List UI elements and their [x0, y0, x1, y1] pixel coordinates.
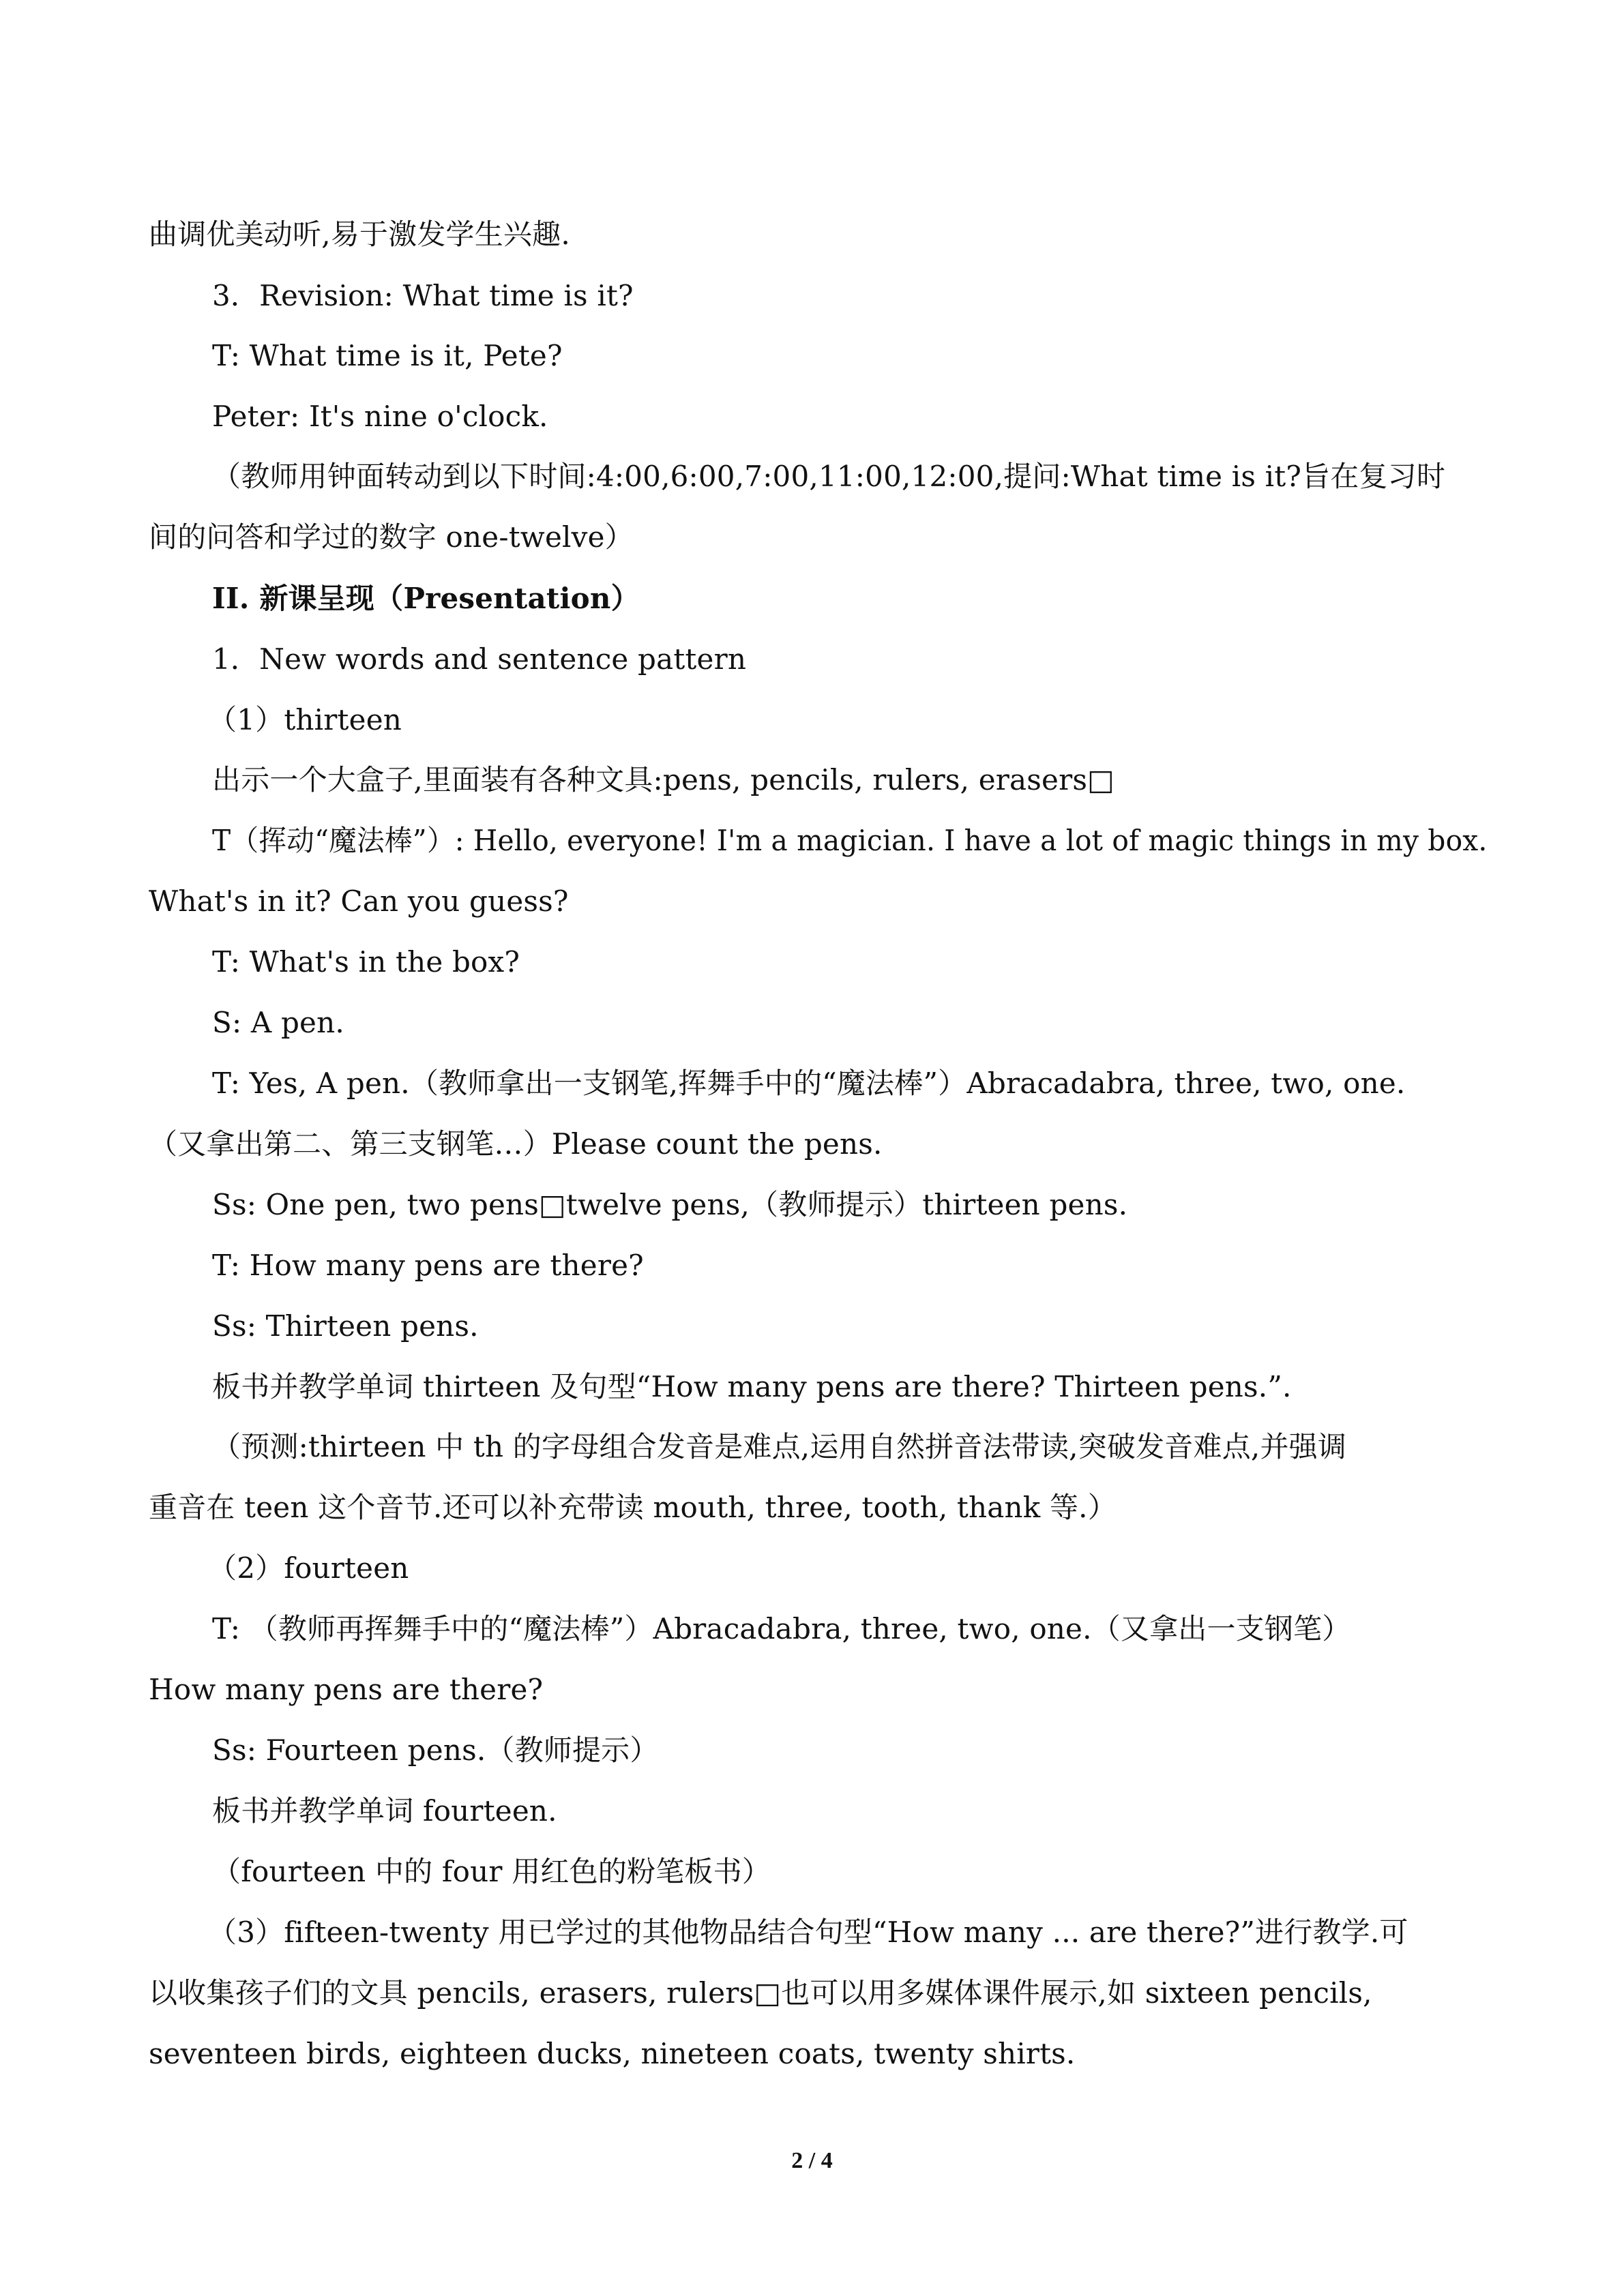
dialogue-line: Peter: It's nine o'clock.: [212, 400, 548, 433]
body-line: seventeen birds, eighteen ducks, nineteen coats, twenty shirts.: [149, 2037, 1076, 2070]
sub-item: （2）fourteen: [208, 1551, 409, 1585]
section-heading: II. 新课呈现（Presentation）: [212, 582, 640, 615]
dialogue-line: T: How many pens are there?: [212, 1249, 644, 1282]
body-line: 以收集孩子们的文具 pencils, erasers, rulers□也可以用多媒体课件展示,如 sixteen pencils,: [149, 1976, 1372, 2010]
dialogue-line: Ss: One pen, two pens□twelve pens,（教师提示）thirteen pens.: [212, 1188, 1128, 1221]
dialogue-line: （又拿出第二、第三支钢笔…）Please count the pens.: [149, 1127, 883, 1161]
sub-item: （1）thirteen: [208, 703, 402, 736]
page-number: 2 / 4: [791, 2148, 833, 2173]
dialogue-line: T: Yes, A pen.（教师拿出一支钢笔,挥舞手中的“魔法棒”）Abracadabra, three, two, one.: [212, 1067, 1406, 1100]
body-line: （预测:thirteen 中 th 的字母组合发音是难点,运用自然拼音法带读,突破发音难点,并强调: [212, 1430, 1347, 1463]
body-line: 间的问答和学过的数字 one-twelve）: [149, 520, 634, 554]
dialogue-line: T: （教师再挥舞手中的“魔法棒”）Abracadabra, three, two, one.（又拿出一支钢笔）: [212, 1612, 1351, 1645]
dialogue-line: Ss: Fourteen pens.（教师提示）: [212, 1733, 659, 1767]
dialogue-line: How many pens are there?: [149, 1673, 544, 1706]
body-line: 板书并教学单词 thirteen 及句型“How many pens are there? Thirteen pens.”.: [212, 1370, 1292, 1403]
dialogue-line: S: A pen.: [212, 1006, 344, 1039]
body-line: （fourteen 中的 four 用红色的粉笔板书）: [212, 1855, 771, 1888]
dialogue-line: What's in it? Can you guess?: [149, 884, 569, 918]
dialogue-line: Ss: Thirteen pens.: [212, 1309, 479, 1343]
sub-item: （3）fifteen-twenty 用已学过的其他物品结合句型“How many ... are there?”进行教学.可: [208, 1915, 1408, 1949]
body-line: （教师用钟面转动到以下时间:4:00,6:00,7:00,11:00,12:00,提问:What time is it?旨在复习时: [212, 460, 1446, 493]
body-line: 板书并教学单词 fourteen.: [212, 1794, 557, 1828]
section-item: 1．New words and sentence pattern: [212, 642, 747, 676]
dialogue-line: T（挥动“魔法棒”）: Hello, everyone! I'm a magician. I have a lot of magic things in my box.: [212, 824, 1488, 857]
section-item: 3．Revision: What time is it?: [212, 279, 634, 312]
dialogue-line: T: What time is it, Pete?: [212, 339, 563, 372]
dialogue-line: T: What's in the box?: [212, 945, 520, 979]
body-line: 曲调优美动听,易于激发学生兴趣.: [149, 218, 570, 251]
body-line: 重音在 teen 这个音节.还可以补充带读 mouth, three, tooth, thank 等.）: [149, 1491, 1117, 1524]
body-line: 出示一个大盒子,里面装有各种文具:pens, pencils, rulers, erasers□: [212, 763, 1115, 796]
